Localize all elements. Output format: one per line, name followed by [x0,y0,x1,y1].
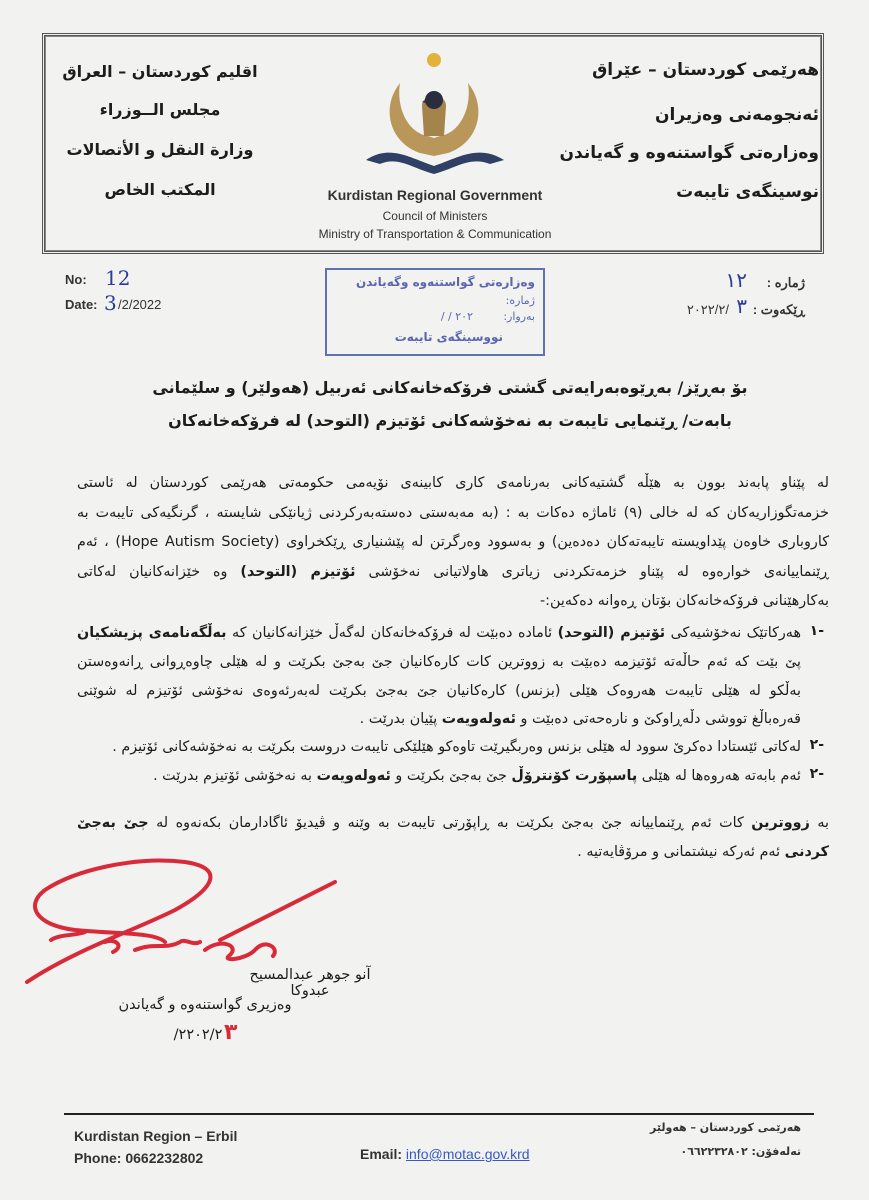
date-rest: /2/2022 [118,297,162,312]
office-stamp [325,268,545,356]
text-segment: ڕێنماییانەی خوارەوە لە پێناو خزمەتکردنی زیاتری هاولاتیانی نەخۆشی [355,563,829,580]
text-line [77,737,801,757]
text-line [77,591,829,611]
subject-line: بابەت/ ڕێنمایی تایبەت بە نەخۆشەکانی ئۆتیزم (التوحد) لە فرۆکەخانەکان [168,411,732,430]
signatory-title: وەزیری گواستنەوە و گەیاندن [118,997,292,1013]
kurdish-header-council: ئەنجومەنی وەزیران [654,105,819,125]
text-segment: بەڵکو لە هێلی تایبەت هەروەک هێلی (بزنس) کارەکانیان جێ بەجێ بکرێت لەبەرئەوەی نەخۆشی ئۆتیزم لە شوێنی [77,683,801,699]
kurdish-header-office: نوسینگەی تایبەت [676,182,819,202]
date-day: 3 [104,291,117,315]
arabic-header-office: المكتب الخاص [104,180,216,199]
kurdish-number-value: ١٢ [725,268,747,292]
krg-emblem-icon [360,48,510,178]
text-segment: ئەم بابەتە هەروەها لە هێلی [637,768,801,784]
bold-text: ئۆتیزم (التوحد) [557,625,666,641]
number-value: 12 [105,266,131,290]
kurdish-date-label: ڕێکەوت : [752,302,805,317]
signature-date-rest: ٢٢٠٢/٢/ [173,1027,223,1043]
arabic-header-council: مجلس الــوزراء [99,100,221,119]
english-header-council: Council of Ministers [382,209,488,223]
signature-date-day: ٣ [224,1020,238,1045]
text-line [77,562,829,582]
number-label: No: [65,272,87,287]
kurdish-number-label: ژمارە : [766,275,805,290]
text-line [77,473,829,493]
arabic-header-region: اقليم كوردستان – العراق [62,62,258,81]
text-segment: ئامادە دەبێت لە فرۆکەخانەکان لەگەڵ خێزانەکانیان کە [226,625,558,641]
stamp-date-label: بەروار: [503,310,535,323]
text-line [77,766,801,786]
english-header-ministry: Ministry of Transportation & Communication [318,227,552,241]
footer-phone-kurdish: تەلەفۆن: ٠٦٦٢٢٣٢٨٠٢ [680,1145,801,1158]
stamp-office: نووسینگەی تایبەت [394,330,503,344]
date-label: Date: [65,297,98,312]
list-number: -٢ [809,766,824,782]
text-segment: هەرکاتێک نەخۆشیەکی [665,625,801,641]
text-line [77,709,801,729]
english-header-government: Kurdistan Regional Government [327,187,543,203]
bold-text: ئۆتیزم (التوحد) [240,563,356,580]
text-line [77,652,801,672]
text-segment: بە [809,815,829,831]
list-number: -١ [809,623,824,639]
email-label: Email: [360,1146,403,1162]
text-segment: پێ بێت کە ئەم حاڵەتە ئۆتیزمە دەبێت بە زووترین کات کارەکانیان جێ بەجێ بکرێت و لە هێلی چاوەڕوانی ڕانەوەستن [77,654,801,670]
kurdish-date-day: ٣ [736,294,747,318]
kurdish-date-rest: ٢٠٢٢/٢/ [686,302,729,317]
bold-text: ئەولەویەت [441,711,516,727]
bold-text: کردنی [784,844,829,860]
text-line [77,503,829,523]
stamp-ministry: وەزارەتی گواستنەوە وگەیاندن [356,275,535,289]
footer-region: Kurdistan Region – Erbil [74,1128,238,1144]
stamp-date: ٢٠٢ / / [440,310,473,323]
text-segment: بە نەخۆشی ئۆتیزم بدرێت . [153,768,317,784]
text-segment: کاروباری خاوەن پێداویستە تایبەتەکان دەدەین) و بەسوود وەرگرتن لە پێشنیاری ڕێکخراوی (Hope Autism Society) ، ئەم [77,534,830,550]
bold-text: جێ بەجێ [77,815,149,831]
text-segment: جێ بەجێ بکرێت و [390,768,512,784]
bold-text: ئەولەویەت [316,768,391,784]
kurdish-header-ministry: وەزارەتی گواستنەوە و گەیاندن [559,143,819,163]
text-segment: بەکارهێنانی فرۆکەخانەکان بۆتان ڕەوانە دەکەین:- [539,593,829,609]
bold-text: پاسپۆرت کۆنترۆڵ [511,768,638,784]
text-line [77,532,829,552]
text-segment: ئەم ئەرکە نیشتمانی و مرۆڤایەتیە . [577,844,785,860]
text-segment: قەرەباڵغ تووشی دڵەڕاوکێ و نارەحەتی دەبێت و [515,711,801,727]
email-link[interactable]: info@motac.gov.krd [405,1146,530,1162]
footer-divider [64,1113,814,1115]
footer-email-row [360,1146,530,1162]
text-segment: پێیان بدرێت . [359,711,442,727]
footer-phone: Phone: 0662232802 [74,1150,204,1166]
text-segment: کات ئەم ڕێنماییانە جێ بەجێ بکرێت بە ڕاپۆرتی تایبەت بە وێنە و ڤیدیۆ ئاگادارمان بکەنەوە لە [148,815,752,831]
recipient-line: بۆ بەڕێز/ بەڕێوەبەرایەتی گشتی فرۆکەخانەکانی ئەربیل (هەولێر) و سلێمانی [152,378,748,397]
text-line [77,813,829,833]
text-line [77,681,801,701]
text-segment: خزمەتگوزاریەکان کە لە خالی (٩) ئاماژە دەکات بە : (بە مەبەستی دەستەبەرکردنی ژیانێکی شایستە ، گرنگیەکی تایبەت بە [77,504,829,521]
signatory-name: آنو جوهر عبدالمسيح عبدوكا [249,967,371,999]
bold-text: زووترین [751,815,810,831]
arabic-header-ministry: وزارة النقل و الأتصالات [66,140,254,159]
list-number: -٢ [809,737,824,753]
bold-text: بەڵگەنامەی پزیشکیان [77,625,227,641]
text-segment: وە خێزانەکانیان لەکاتی [77,563,241,580]
kurdish-header-region: هەرێمی کوردستان – عێراق [592,60,819,80]
stamp-number-label: ژمارە: [505,294,535,307]
text-segment: له پێناو پابەند بوون بە هێڵە گشتیەکانی بەرنامەی کاری کابینەی نۆیەمی حکومەتی هەرێمی کوردستان لە ئاستی [77,475,829,491]
footer-region-kurdish: هەرێمی کوردستان – هەولێر [650,1121,801,1134]
text-segment: لەکاتی ئێستادا دەکرێ سوود لە هێلی بزنس وەربگیرێت تاوەکو هێلێکی تایبەت دروست بکرێت بە نەخۆشەکانی ئۆتیزم . [112,739,801,755]
text-line [77,623,801,643]
